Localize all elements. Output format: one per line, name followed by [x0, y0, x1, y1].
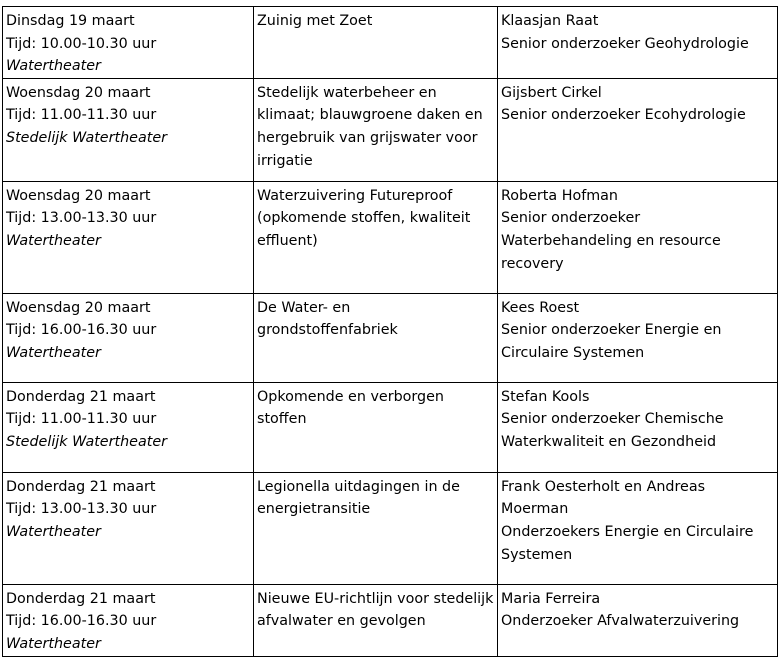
session-role: Onderzoeker Afvalwaterzuivering — [501, 613, 740, 630]
table-row — [3, 382, 778, 472]
session-time: Tijd: 11.00-11.30 uur — [6, 107, 157, 124]
session-when-cell — [3, 7, 254, 79]
session-role: Onderzoekers Energie en Circulaire Systemen — [501, 523, 754, 563]
session-time: Tijd: 13.00-13.30 uur — [6, 210, 157, 227]
session-speaker-cell — [498, 7, 778, 79]
session-topic: Legionella uitdagingen in de energietransitie — [257, 478, 460, 518]
paragraph-mark — [2, 652, 3, 655]
session-day: Woensdag 20 maart — [6, 84, 151, 101]
session-location: Stedelijk Watertheater — [6, 433, 167, 450]
session-topic: Opkomende en verborgen stoffen — [257, 388, 444, 428]
session-topic-cell — [254, 78, 498, 181]
session-day: Woensdag 20 maart — [6, 187, 151, 204]
session-day: Donderdag 21 maart — [6, 388, 156, 405]
session-when-cell — [3, 472, 254, 584]
session-role: Senior onderzoeker Chemische Waterkwaliteit en Gezondheid — [501, 411, 724, 450]
session-topic: Zuinig met Zoet — [257, 13, 373, 29]
session-when-cell — [3, 293, 254, 382]
table-row — [3, 584, 778, 656]
session-speaker-cell — [498, 472, 778, 584]
session-day: Donderdag 21 maart — [6, 478, 156, 495]
session-topic-cell — [254, 382, 498, 472]
session-speaker: Klaasjan Raat — [501, 13, 599, 29]
session-topic-cell — [254, 584, 498, 656]
session-location: Watertheater — [6, 58, 101, 75]
session-when-cell — [3, 181, 254, 293]
session-speaker: Roberta Hofman — [501, 187, 618, 204]
session-topic-cell — [254, 181, 498, 293]
session-time: Tijd: 11.00-11.30 uur — [6, 411, 157, 428]
session-role: Senior onderzoeker Energie en Circulaire Systemen — [501, 322, 722, 361]
session-speaker: Kees Roest — [501, 299, 580, 316]
session-speaker-cell — [498, 293, 778, 382]
session-topic: De Water- en grondstoffenfabriek — [257, 299, 398, 339]
session-location: Stedelijk Watertheater — [6, 129, 167, 146]
session-topic: Nieuwe EU-richtlijn voor stedelijk afvalwater en gevolgen — [257, 590, 494, 630]
session-topic-cell — [254, 472, 498, 584]
session-speaker-cell — [498, 78, 778, 181]
session-role: Senior onderzoeker Geohydrologie — [501, 35, 749, 52]
session-when-cell — [3, 78, 254, 181]
session-role: Senior onderzoeker Waterbehandeling en resource recovery — [501, 210, 721, 272]
session-role: Senior onderzoeker Ecohydrologie — [501, 107, 746, 124]
table-row — [3, 181, 778, 293]
session-speaker: Stefan Kools — [501, 388, 590, 405]
table-row — [3, 78, 778, 181]
session-speaker-cell — [498, 181, 778, 293]
session-location: Watertheater — [6, 232, 101, 249]
table-row — [3, 472, 778, 584]
session-location: Watertheater — [6, 635, 101, 652]
session-topic-cell — [254, 7, 498, 79]
session-when-cell — [3, 584, 254, 656]
session-speaker-cell — [498, 584, 778, 656]
session-topic: Waterzuivering Futureproof (opkomende stoffen, kwaliteit effluent) — [257, 187, 471, 249]
sessions-table — [2, 6, 778, 657]
session-topic: Stedelijk waterbeheer en klimaat; blauwgroene daken en hergebruik van grijswater voor irrigatie — [257, 84, 483, 169]
session-when-cell — [3, 382, 254, 472]
session-day: Woensdag 20 maart — [6, 299, 151, 316]
session-time: Tijd: 16.00-16.30 uur — [6, 322, 157, 339]
session-speaker-cell — [498, 382, 778, 472]
session-time: Tijd: 16.00-16.30 uur — [6, 613, 157, 630]
table-row — [3, 7, 778, 79]
table-row — [3, 293, 778, 382]
session-time: Tijd: 10.00-10.30 uur — [6, 35, 157, 52]
session-location: Watertheater — [6, 344, 101, 361]
session-day: Dinsdag 19 maart — [6, 13, 135, 29]
session-speaker: Gijsbert Cirkel — [501, 84, 602, 101]
session-speaker: Maria Ferreira — [501, 590, 601, 607]
session-day: Donderdag 21 maart — [6, 590, 156, 607]
session-location: Watertheater — [6, 523, 101, 540]
session-speaker: Frank Oesterholt en Andreas Moerman — [501, 478, 706, 518]
session-time: Tijd: 13.00-13.30 uur — [6, 501, 157, 518]
session-topic-cell — [254, 293, 498, 382]
